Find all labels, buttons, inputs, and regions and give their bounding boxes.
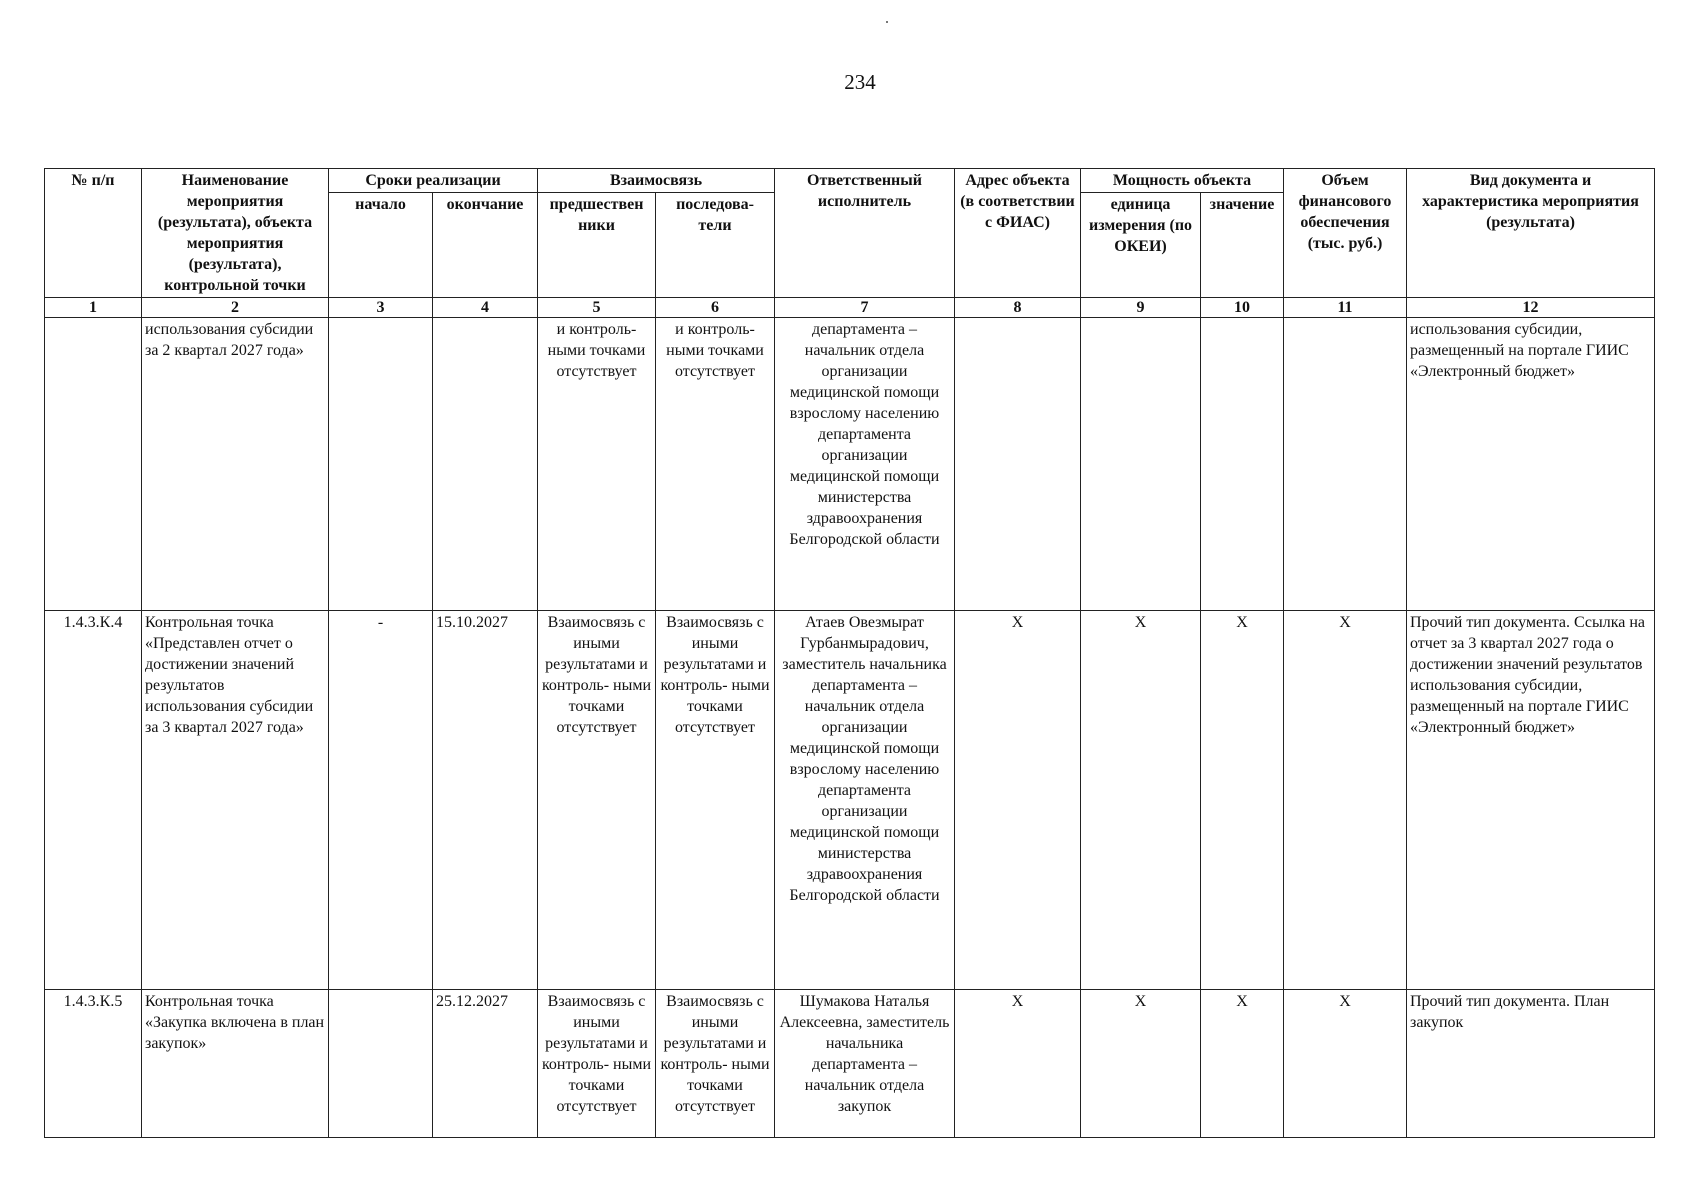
scan-speck (886, 21, 888, 23)
header-row-main (45, 169, 1655, 193)
row-unit: X (1081, 990, 1201, 1138)
header-terms: Сроки реализации (329, 169, 538, 193)
row-doctype: Прочий тип документа. План закупок (1407, 990, 1655, 1138)
row-name: Контрольная точка «Представлен отчет о достижении значений результатов использования субсидии за 3 квартал 2027 года» (142, 611, 329, 990)
row-unit (1081, 318, 1201, 611)
header-doctype: Вид документа и характеристика мероприятия (результата) (1407, 169, 1655, 298)
row-value: X (1201, 990, 1284, 1138)
row-successors: Взаимосвязь с иными результатами и контроль- ными точками отсутствует (656, 611, 775, 990)
row-unit: X (1081, 611, 1201, 990)
row-num: 1.4.3.К.5 (45, 990, 142, 1138)
row-predecessors: Взаимосвязь с иными результатами и контроль- ными точками отсутствует (538, 990, 656, 1138)
row-end (433, 318, 538, 611)
row-address: X (955, 611, 1081, 990)
column-number: 9 (1081, 298, 1201, 318)
row-funding (1284, 318, 1407, 611)
row-successors: и контроль- ными точками отсутствует (656, 318, 775, 611)
column-number: 5 (538, 298, 656, 318)
column-number: 7 (775, 298, 955, 318)
row-end: 15.10.2027 (433, 611, 538, 990)
column-number: 1 (45, 298, 142, 318)
column-number: 11 (1284, 298, 1407, 318)
row-num (45, 318, 142, 611)
table-row (45, 611, 1655, 990)
header-end: окончание (433, 193, 538, 298)
header-responsible: Ответственный исполнитель (775, 169, 955, 298)
row-name: использования субсидии за 2 квартал 2027 года» (142, 318, 329, 611)
row-responsible: департамента – начальник отдела организации медицинской помощи взрослому населению департамента организации медицинской помощи министерства здравоохранения Белгородской области (775, 318, 955, 611)
header-address: Адрес объекта (в соответствии с ФИАС) (955, 169, 1081, 298)
row-funding: X (1284, 611, 1407, 990)
header-unit: единица измерения (по ОКЕИ) (1081, 193, 1201, 298)
row-start (329, 990, 433, 1138)
column-number: 8 (955, 298, 1081, 318)
column-number: 3 (329, 298, 433, 318)
header-name: Наименование мероприятия (результата), объекта мероприятия (результата), контрольной точки (142, 169, 329, 298)
row-value (1201, 318, 1284, 611)
column-number: 4 (433, 298, 538, 318)
row-responsible: Шумакова Наталья Алексеевна, заместитель начальника департамента – начальник отдела закупок (775, 990, 955, 1138)
header-funding: Объем финансового обеспечения (тыс. руб.) (1284, 169, 1407, 298)
table-row (45, 318, 1655, 611)
row-responsible: Атаев Овезмырат Гурбанмырадович, заместитель начальника департамента – начальник отдела организации медицинской помощи взрослому населению департамента организации медицинской помощи министерства здравоохранения Белгородской области (775, 611, 955, 990)
header-capacity: Мощность объекта (1081, 169, 1284, 193)
column-number-row (45, 298, 1655, 318)
row-end: 25.12.2027 (433, 990, 538, 1138)
row-funding: X (1284, 990, 1407, 1138)
column-number: 10 (1201, 298, 1284, 318)
header-num: № п/п (45, 169, 142, 298)
row-doctype: Прочий тип документа. Ссылка на отчет за 3 квартал 2027 года о достижении значений результатов использования субсидии, размещенный на портале ГИИС «Электронный бюджет» (1407, 611, 1655, 990)
header-start: начало (329, 193, 433, 298)
column-number: 12 (1407, 298, 1655, 318)
row-predecessors: и контроль- ными точками отсутствует (538, 318, 656, 611)
row-successors: Взаимосвязь с иными результатами и контроль- ными точками отсутствует (656, 990, 775, 1138)
row-start: - (329, 611, 433, 990)
row-predecessors: Взаимосвязь с иными результатами и контроль- ными точками отсутствует (538, 611, 656, 990)
column-number: 6 (656, 298, 775, 318)
row-address: X (955, 990, 1081, 1138)
row-num: 1.4.3.К.4 (45, 611, 142, 990)
activities-table (44, 168, 1655, 1138)
header-value: значение (1201, 193, 1284, 298)
row-name: Контрольная точка «Закупка включена в план закупок» (142, 990, 329, 1138)
row-address (955, 318, 1081, 611)
header-links: Взаимосвязь (538, 169, 775, 193)
column-number: 2 (142, 298, 329, 318)
table-row (45, 990, 1655, 1138)
row-start (329, 318, 433, 611)
row-value: X (1201, 611, 1284, 990)
header-predecessors: предшествен ники (538, 193, 656, 298)
header-successors: последова- тели (656, 193, 775, 298)
row-doctype: использования субсидии, размещенный на портале ГИИС «Электронный бюджет» (1407, 318, 1655, 611)
page-number: 234 (844, 70, 876, 94)
